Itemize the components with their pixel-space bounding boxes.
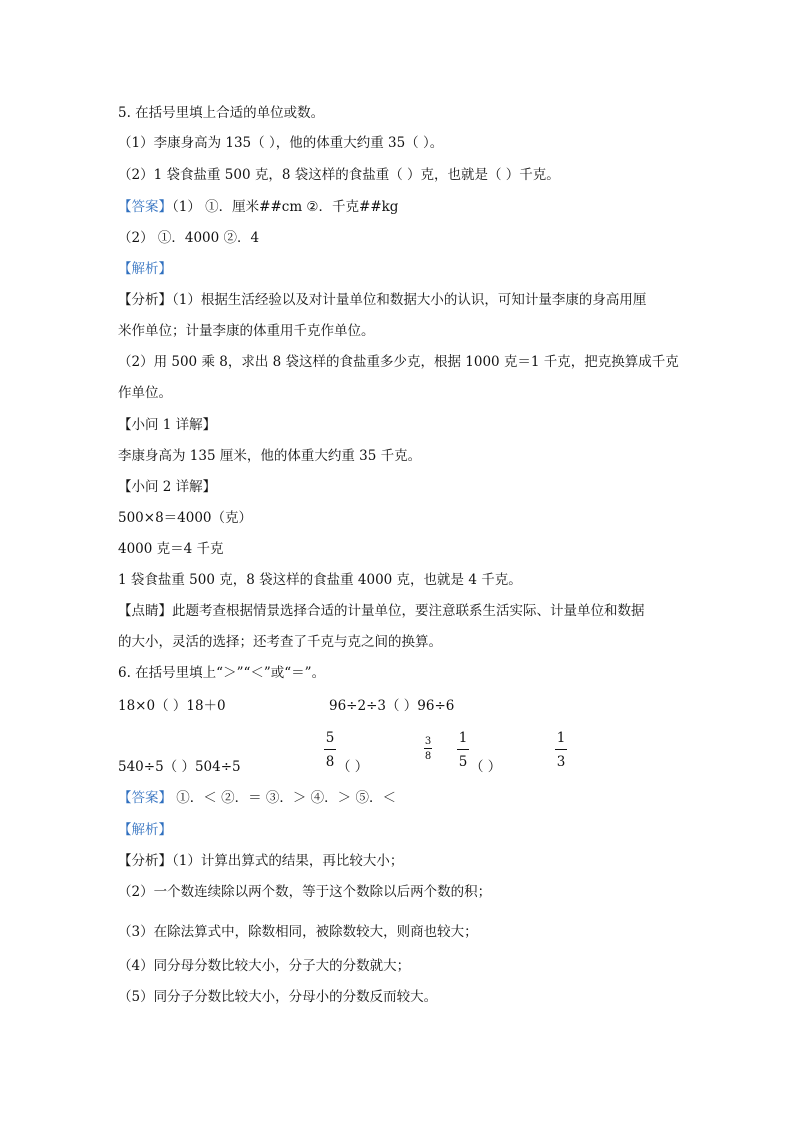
fraction-bar xyxy=(555,749,567,750)
answer-tag: 【答案】 xyxy=(118,790,172,806)
q5-fenxi2a: （2）用 500 乘 8，求出 8 袋这样的食盐重多少克，根据 1000 克＝1 千克，把克换算成千克 xyxy=(118,354,679,370)
q5-dianjing-line1 xyxy=(118,602,645,620)
fraction-1-5 xyxy=(456,730,470,770)
q6-row1-item2: 96÷2÷3（ ）96÷6 xyxy=(329,698,455,714)
answer-tag: 【答案】 xyxy=(118,199,172,215)
q5-answer-line1 xyxy=(118,198,398,216)
fenxi-tag: 【分析】 xyxy=(118,853,172,869)
q5-sub2-line1: 500×8＝4000（克） xyxy=(118,510,253,526)
fraction-bar xyxy=(424,748,432,749)
q5-jiexi-tag: 【解析】 xyxy=(118,261,172,277)
fraction-1-3 xyxy=(554,730,568,770)
fraction-5-8 xyxy=(323,730,337,770)
q5-answer2: （2） ①．4000 ②．4 xyxy=(118,230,260,246)
q5-sub1-tag: 【小问 1 详解】 xyxy=(118,417,217,433)
q5-sub2-line3: 1 袋食盐重 500 克，8 袋这样的食盐重 4000 克，也就是 4 千克。 xyxy=(118,572,522,588)
fraction-numerator: 1 xyxy=(556,730,566,746)
q6-paren-2: （ ） xyxy=(470,759,502,775)
q6-f5: （5）同分子分数比较大小，分母小的分数反而较大。 xyxy=(118,989,438,1005)
fraction-numerator: 1 xyxy=(458,730,468,746)
fraction-numerator: 3 xyxy=(424,736,432,747)
fraction-bar xyxy=(457,749,469,750)
q5-part2: （2）1 袋食盐重 500 克，8 袋这样的食盐重（ ）克，也就是（ ）千克。 xyxy=(118,167,560,183)
q5-sub2-line2: 4000 克＝4 千克 xyxy=(118,541,224,557)
q5-sub2-tag: 【小问 2 详解】 xyxy=(118,479,217,495)
q6-row2-item1: 540÷5（ ）504÷5 xyxy=(118,759,241,775)
dianjing-tag: 【点睛】 xyxy=(118,603,172,619)
q6-row1-item1: 18×0（ ）18＋0 xyxy=(118,698,226,714)
q5-sub1-text: 李康身高为 135 厘米，他的体重大约重 35 千克。 xyxy=(118,448,422,464)
q5-part1: （1）李康身高为 135（ ），他的体重大约重 35（ ）。 xyxy=(118,135,444,151)
fraction-denominator: 3 xyxy=(556,754,566,770)
q5-fenxi2b: 作单位。 xyxy=(118,385,172,401)
q6-f2: （2）一个数连续除以两个数，等于这个数除以后两个数的积； xyxy=(118,884,492,900)
q6-f4: （4）同分母分数比较大小，分子大的分数就大； xyxy=(118,958,411,974)
q5-dianjing-a: 此题考查根据情景选择合适的计量单位，要注意联系生活实际、计量单位和数据 xyxy=(172,603,645,619)
q6-answer: ①．＜ ②．＝ ③．＞ ④．＞ ⑤．＜ xyxy=(172,790,396,806)
q5-fenxi1a: （1）根据生活经验以及对计量单位和数据大小的认识，可知计量李康的身高用厘 xyxy=(172,292,647,308)
q5-fenxi-line1 xyxy=(118,291,646,309)
fraction-3-8 xyxy=(423,736,433,762)
q5-title: 5. 在括号里填上合适的单位或数。 xyxy=(118,105,325,121)
q6-paren-1: （ ） xyxy=(337,759,369,775)
q5-fenxi1b: 米作单位；计量李康的体重用千克作单位。 xyxy=(118,323,375,339)
q5-answer1: （1） ①．厘米##cm ②．千克##kg xyxy=(172,199,399,215)
q5-dianjing-b: 的大小，灵活的选择；还考查了千克与克之间的换算。 xyxy=(118,634,442,650)
fenxi-tag: 【分析】 xyxy=(118,292,172,308)
q6-f3: （3）在除法算式中，除数相同，被除数较大，则商也较大； xyxy=(118,924,478,940)
fraction-denominator: 8 xyxy=(325,754,335,770)
q6-answer-line xyxy=(118,789,396,807)
q6-jiexi-tag: 【解析】 xyxy=(118,822,172,838)
q6-title: 6. 在括号里填上“＞”“＜”或“＝”。 xyxy=(118,665,326,681)
q6-f1: （1）计算出算式的结果，再比较大小； xyxy=(172,853,404,869)
fraction-numerator: 5 xyxy=(325,730,335,746)
fraction-bar xyxy=(324,749,336,750)
fraction-denominator: 8 xyxy=(424,751,432,762)
fraction-denominator: 5 xyxy=(458,754,468,770)
q6-fenxi-line1 xyxy=(118,852,403,870)
